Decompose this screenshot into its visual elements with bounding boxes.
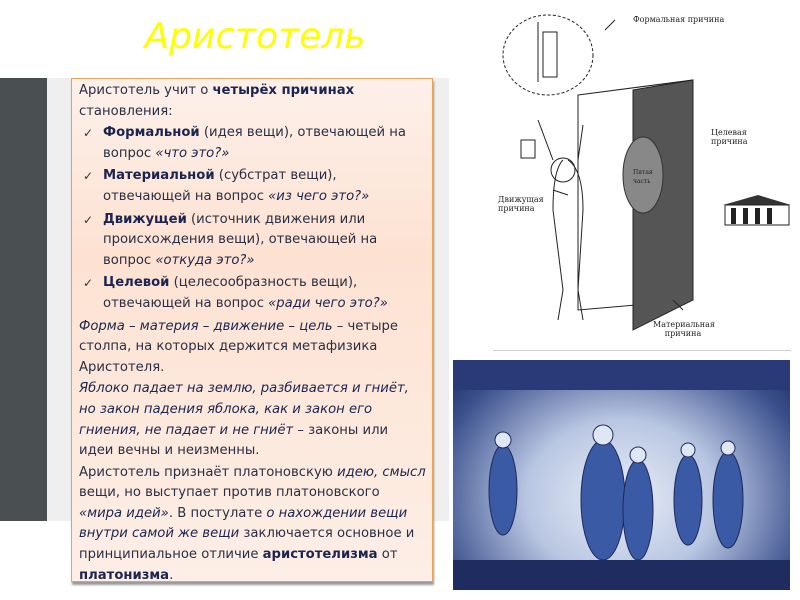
bold-text: Движущей bbox=[103, 211, 187, 227]
italic-text: о нахождении вещи внутри самой же вещи bbox=[79, 505, 408, 542]
paragraph-platonism bbox=[79, 463, 426, 587]
list-item bbox=[79, 273, 426, 314]
four-causes-illustration bbox=[493, 0, 791, 351]
text: – законы или идеи вечны и неизменны. bbox=[79, 422, 389, 459]
bold-text: четырёх причинах bbox=[212, 83, 355, 98]
causes-list bbox=[79, 123, 426, 314]
italic-text: «из чего это?» bbox=[268, 188, 370, 204]
text: от bbox=[377, 547, 398, 563]
checkmark-icon: ✓ bbox=[83, 212, 94, 227]
text-box bbox=[71, 78, 433, 582]
italic-text: «мира идей» bbox=[79, 505, 169, 521]
list-item bbox=[79, 166, 426, 207]
intro-paragraph bbox=[79, 81, 426, 122]
list-item bbox=[79, 123, 426, 164]
text: вещи, но выступает против платоновского bbox=[79, 485, 380, 501]
slide-title: Аристотель bbox=[144, 16, 366, 57]
bold-text: платонизма bbox=[79, 567, 170, 583]
label-formal-cause: Формальная причина bbox=[633, 15, 725, 24]
text: Аристотель учит о bbox=[79, 83, 213, 98]
text: . bbox=[169, 567, 174, 583]
text: – четыре столпа, на которых держится метафизика Аристотеля. bbox=[79, 318, 398, 375]
italic-text: Форма – материя – движение – цель bbox=[79, 318, 333, 334]
paragraph-apple bbox=[79, 379, 426, 461]
italic-text: «что это?» bbox=[155, 145, 230, 161]
text: заключается основное и принципиальное отличие bbox=[79, 526, 415, 563]
list-item bbox=[79, 210, 426, 272]
bold-text: Целевой bbox=[103, 275, 170, 291]
paragraph-pillars bbox=[79, 317, 426, 379]
text: (идея вещи), отвечающей на вопрос bbox=[103, 125, 406, 161]
italic-text: «ради чего это?» bbox=[268, 295, 388, 311]
label-final-cause: Целевая причина bbox=[711, 128, 748, 146]
text: . В постулате bbox=[168, 505, 267, 521]
azulejo-painting bbox=[453, 360, 790, 590]
text: (источник движения или происхождения вещи), отвечающей на вопрос bbox=[103, 211, 378, 268]
text: Аристотель признаёт платоновскую bbox=[79, 464, 338, 480]
label-efficient-cause: Движущая причина bbox=[498, 195, 544, 213]
label-inner: Пятая часть bbox=[633, 169, 653, 185]
italic-text: идею, смысл bbox=[337, 464, 426, 480]
checkmark-icon: ✓ bbox=[83, 169, 94, 184]
label-material-cause: Материальная причина bbox=[653, 320, 715, 338]
temple-icon bbox=[723, 195, 791, 225]
text: (целесообразность вещи), отвечающей на вопрос bbox=[103, 275, 358, 311]
checkmark-icon: ✓ bbox=[83, 126, 94, 141]
bold-text: Материальной bbox=[103, 168, 215, 184]
text: становления: bbox=[79, 103, 173, 119]
italic-text: Яблоко падает на землю, разбивается и гниёт, но закон падения яблока, как и закон его гниения, не падает и не гниёт bbox=[79, 381, 409, 438]
painting-figures bbox=[453, 360, 790, 590]
text: (субстрат вещи), отвечающей на вопрос bbox=[103, 168, 337, 204]
thought-cloud bbox=[503, 15, 593, 95]
bold-text: аристотелизма bbox=[262, 547, 378, 563]
italic-text: «откуда это?» bbox=[155, 252, 255, 268]
bold-text: Формальной bbox=[103, 125, 200, 141]
checkmark-icon: ✓ bbox=[83, 276, 94, 291]
decorative-strip bbox=[0, 78, 47, 521]
